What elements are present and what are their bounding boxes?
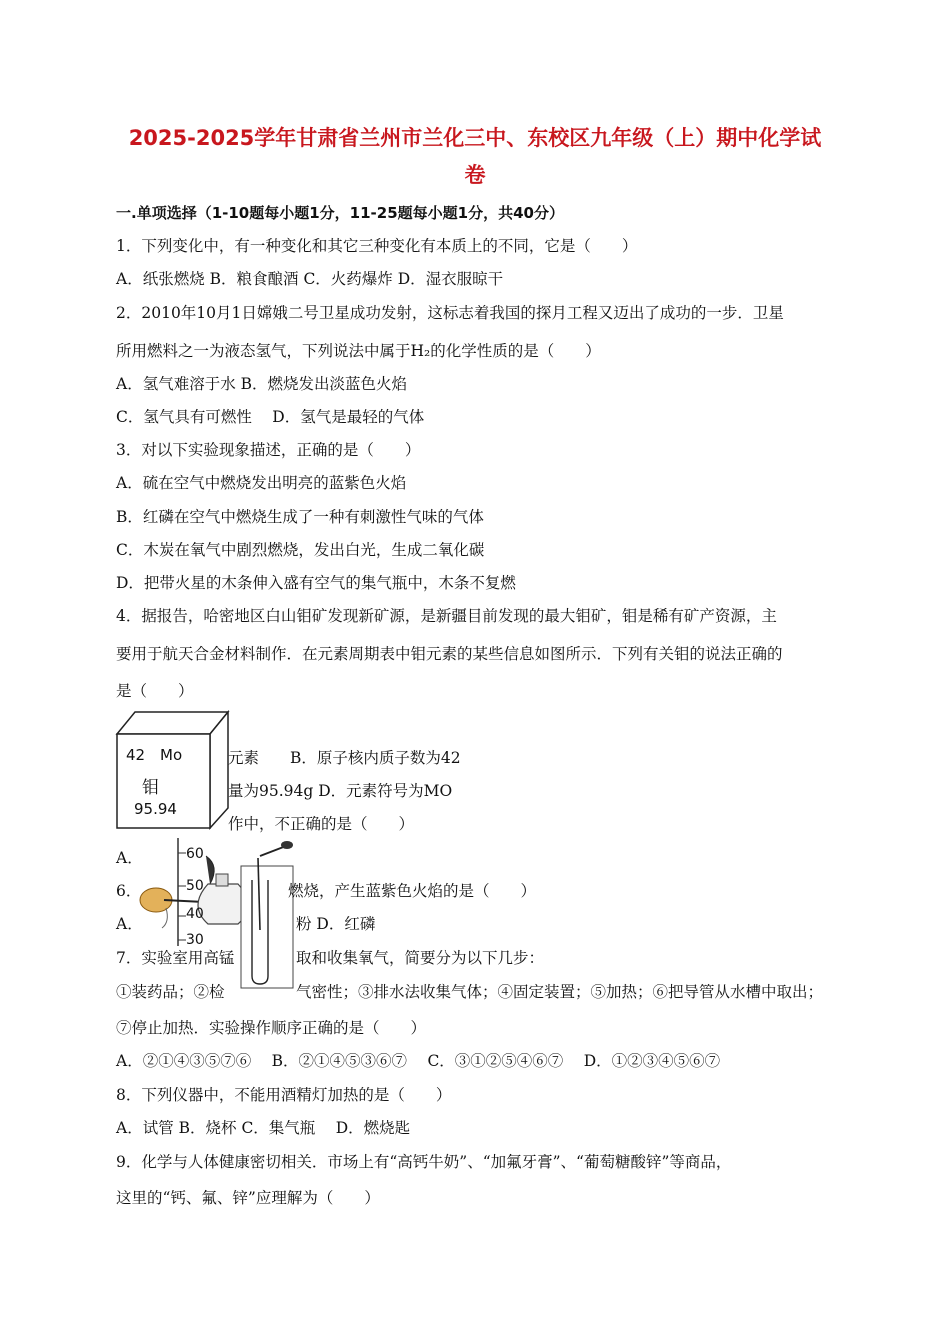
q7-steps-line1-end: 气密性；③排水法收集气体；④固定装置；⑤加热；⑥把导管从水槽中取出； [296,983,824,1001]
q2-stem-line2: 所用燃料之一为液态氢气，下列说法中属于H₂的化学性质的是（ ） [116,342,601,360]
section-heading: 一.单项选择（1-10题每小题1分，11-25题每小题1分，共40分） [116,204,564,222]
q9-stem-line1: 9．化学与人体健康密切相关．市场上有“高钙牛奶”、“加氟牙膏”、“葡萄糖酸锌”等商品， [116,1153,732,1171]
title-line-1: 2025-2025学年甘肃省兰州市兰化三中、东校区九年级（上）期中化学试 [128,126,822,150]
atomic-mass: 95.94 [134,800,177,818]
element-name: 钼 [142,778,159,798]
q6-options: 粉 D．红磷 [296,915,376,933]
title-line-2: 卷 [464,163,486,187]
q7-steps-line2: ⑦停止加热．实验操作顺序正确的是（ ） [116,1019,427,1037]
q1-options: A．纸张燃烧 B．粮食酿酒 C．火药爆炸 D．湿衣服晾干 [116,270,504,288]
q4-stem-line1: 4．据报告，哈密地区白山钼矿发现新矿源，是新疆目前发现的最大钼矿，钼是稀有矿产资源，主 [116,607,777,625]
q7-options: A．②①④③⑤⑦⑥ B．②①④⑤③⑥⑦ C．③①②⑤④⑥⑦ D．①②③④⑤⑥⑦ [116,1052,721,1070]
q2-stem-line1: 2．2010年10月1日嫦娥二号卫星成功发射，这标志着我国的探月工程又迈出了成功的一步．卫星 [116,304,784,322]
scale-mark-40: 40 [186,906,204,922]
q4-stem-line2: 要用于航天合金材料制作．在元素周期表中钼元素的某些信息如图所示．下列有关钼的说法正确的 [116,645,783,663]
q3-option-d: D．把带火星的木条伸入盛有空气的集气瓶中，木条不复燃 [116,574,516,592]
q3-option-b: B．红磷在空气中燃烧生成了一种有刺激性气味的气体 [116,508,484,526]
q7-stem: 7．实验室用高锰 [116,949,235,967]
atomic-number: 42 [126,746,146,764]
q3-option-a: A．硫在空气中燃烧发出明亮的蓝紫色火焰 [116,474,407,492]
q4-options-cd: 量为95.94g D．元素符号为MO [228,782,453,800]
q1-stem: 1．下列变化中，有一种变化和其它三种变化有本质上的不同，它是（ ） [116,237,638,255]
q8-options: A．试管 B．烧杯 C．集气瓶 D．燃烧匙 [116,1119,411,1137]
q6-stem: 燃烧，产生蓝紫色火焰的是（ ） [288,882,537,900]
q7-steps-line1-start: ①装药品；②检 [116,983,225,1001]
q3-option-c: C．木炭在氧气中剧烈燃烧，发出白光，生成二氧化碳 [116,541,485,559]
q5-stem: 作中，不正确的是（ ） [228,815,415,833]
q9-stem-line2: 这里的“钙、氟、锌”应理解为（ ） [116,1189,380,1207]
q4-stem-line3: 是（ ） [116,682,194,700]
q8-stem: 8．下列仪器中，不能用酒精灯加热的是（ ） [116,1086,452,1104]
element-symbol: Mo [160,746,183,764]
q3-stem: 3．对以下实验现象描述，正确的是（ ） [116,441,421,459]
q2-options-ab: A．氢气难溶于水 B．燃烧发出淡蓝色火焰 [116,375,408,393]
scale-mark-60: 60 [186,846,204,862]
element-cell-figure [110,708,235,833]
scale-mark-50: 50 [186,878,204,894]
q7-stem-tail: 取和收集氧气，简要分为以下几步： [296,949,545,967]
q5-option-a: A． [116,849,143,867]
q6-option-a-label: A． [116,915,143,933]
q6-number: 6． [116,882,142,900]
scale-mark-30: 30 [186,932,204,948]
q4-options-ab: 元素 B．原子核内质子数为42 [228,749,461,767]
q2-options-cd: C．氢气具有可燃性 D．氢气是最轻的气体 [116,408,425,426]
